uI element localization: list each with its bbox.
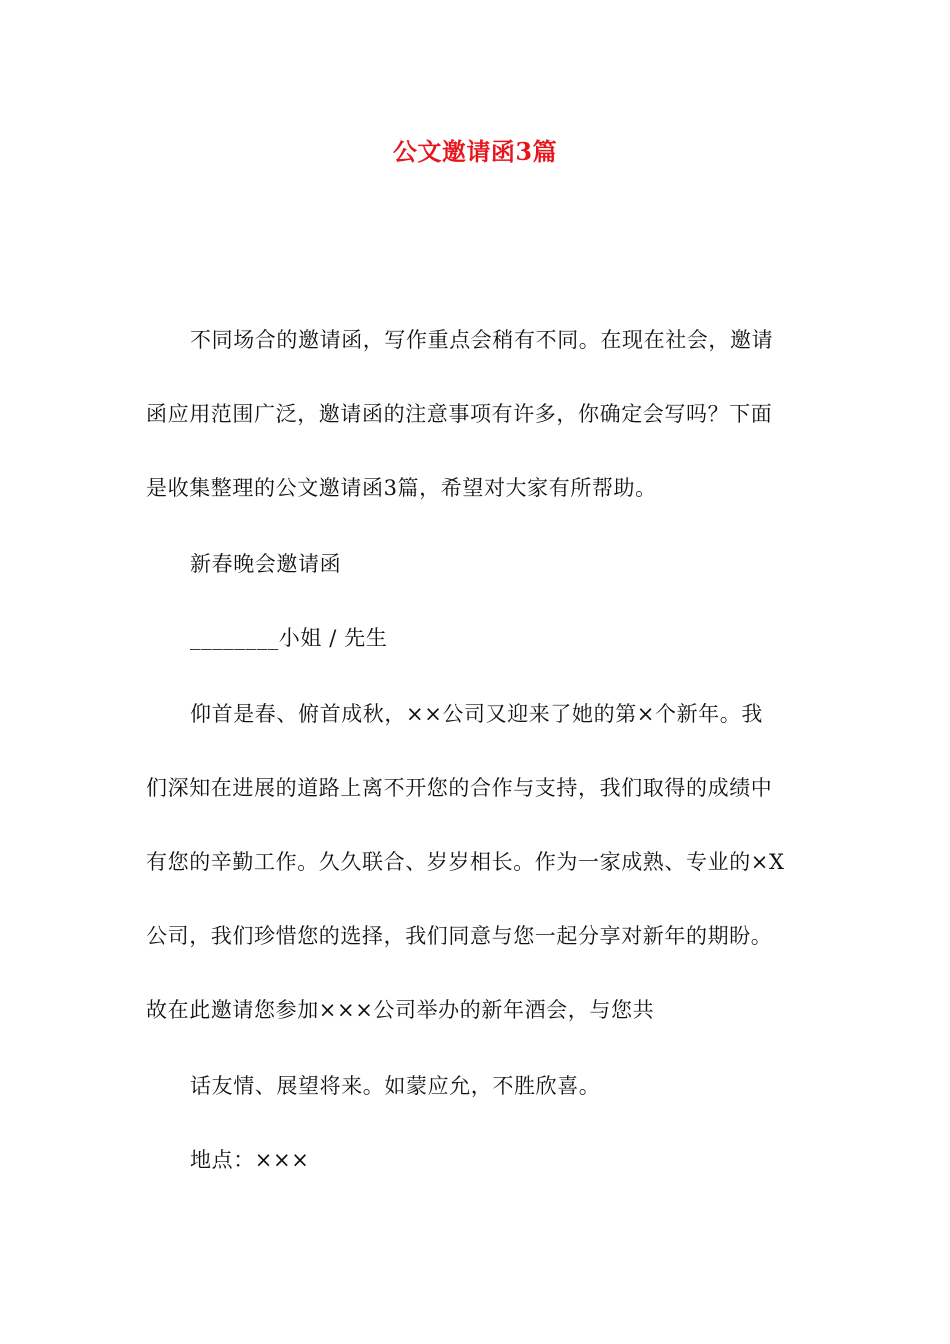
intro-line-1: 不同场合的邀请函，写作重点会稍有不同。在现在社会，邀请 [190,328,774,352]
intro-line-3: 是收集整理的公文邀请函3篇，希望对大家有所帮助。 [146,476,657,500]
closing-line: 话友情、展望将来。如蒙应允，不胜欣喜。 [190,1074,601,1098]
location-line: 地点：××× [190,1148,310,1172]
document-title: 公文邀请函3篇 [392,137,558,166]
body-line-4: 公司，我们珍惜您的选择，我们同意与您一起分享对新年的期盼。 [146,924,773,948]
body-line-2: 们深知在进展的道路上离不开您的合作与支持，我们取得的成绩中 [146,776,773,800]
body-line-3: 有您的辛勤工作。久久联合、岁岁相长。作为一家成熟、专业的×X [146,850,785,874]
section-heading: 新春晚会邀请函 [190,552,342,576]
intro-line-2: 函应用范围广泛，邀请函的注意事项有许多，你确定会写吗？下面 [146,402,773,426]
salutation: ________小姐 / 先生 [190,626,388,650]
body-line-1: 仰首是春、俯首成秋，××公司又迎来了她的第×个新年。我 [190,702,763,726]
body-line-5: 故在此邀请您参加×××公司举办的新年酒会，与您共 [146,998,655,1022]
